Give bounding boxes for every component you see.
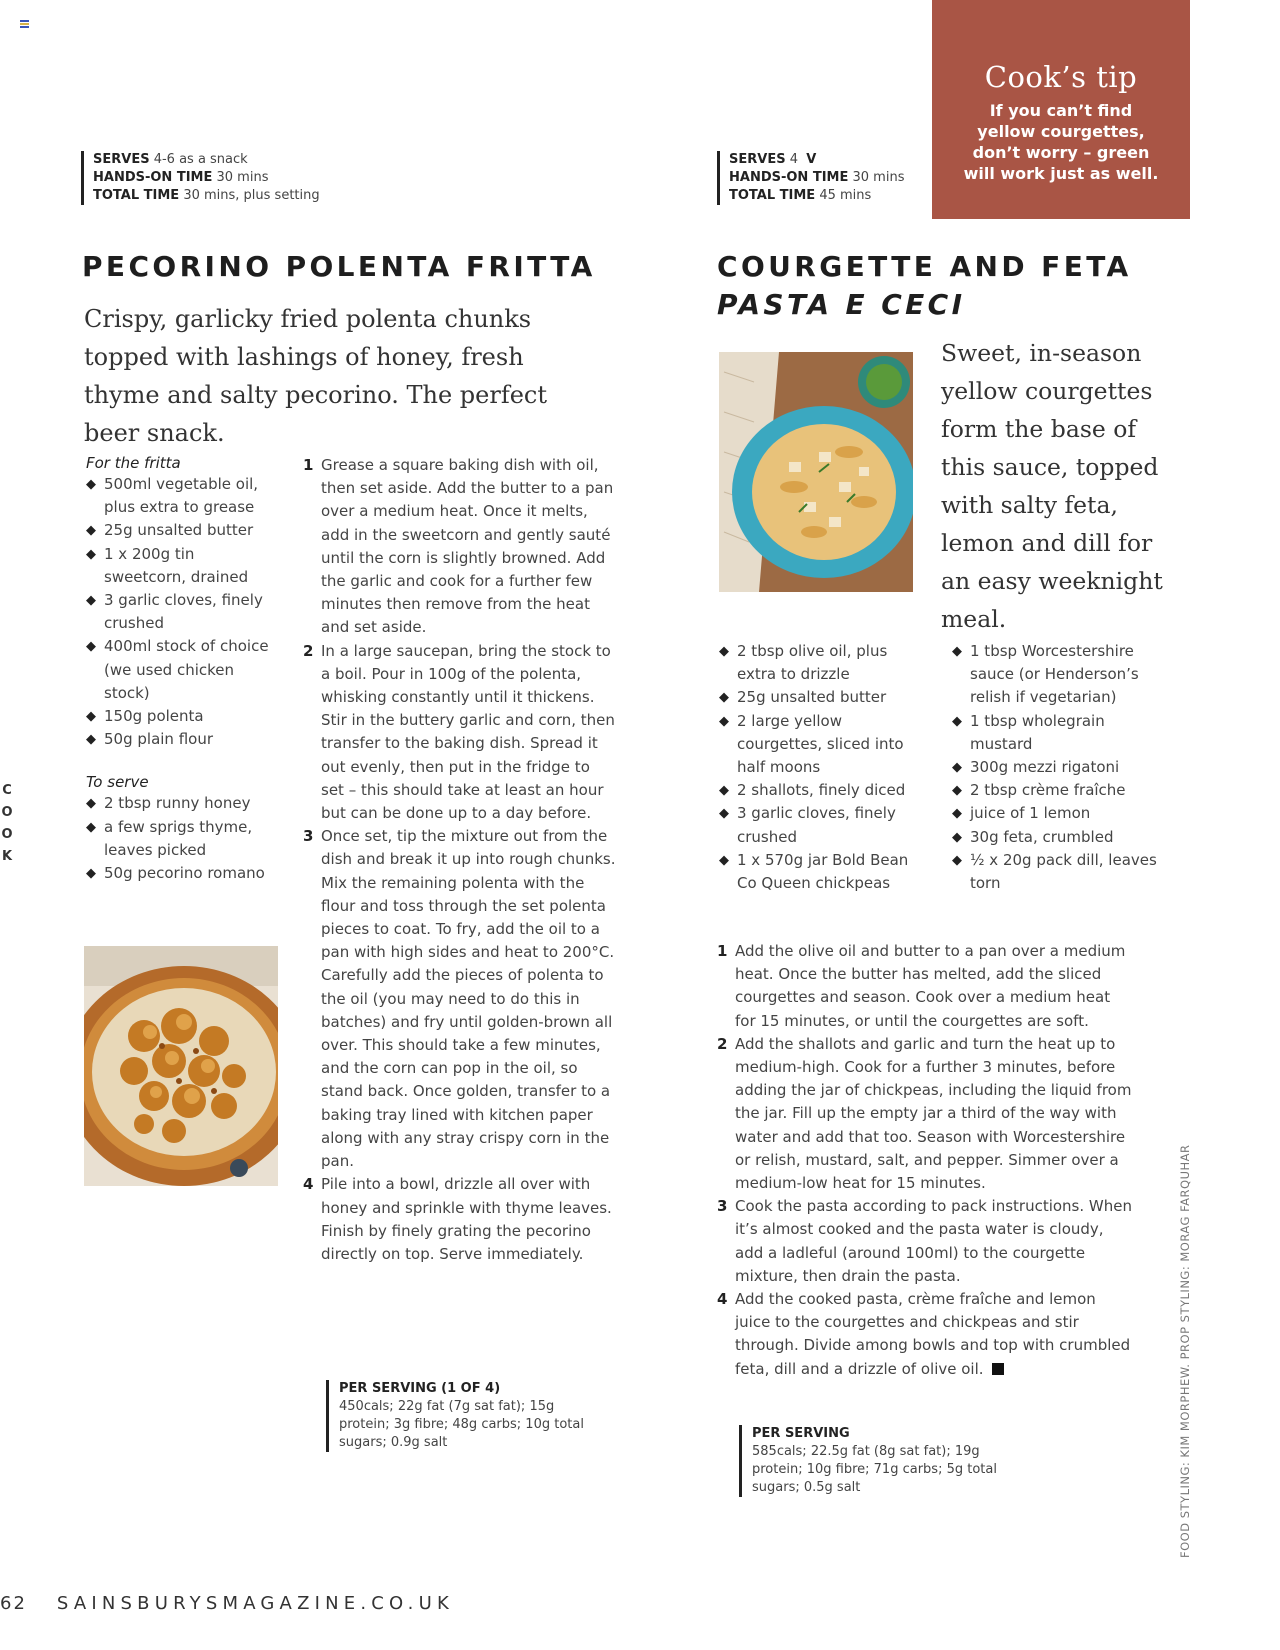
recipe2-nutrition <box>739 1425 1012 1497</box>
recipe2-title <box>717 248 1132 324</box>
nutrition-values: 585cals; 22.5g fat (8g sat fat); 19g protein; 10g fibre; 71g carbs; 5g total sugars; 0.5g salt <box>752 1444 997 1495</box>
recipe2-title-line1: COURGETTE AND FETA <box>717 250 1132 283</box>
nutrition-heading: PER SERVING (1 OF 4) <box>339 1381 501 1396</box>
list-item: ◆ 2 tbsp olive oil, plus extra to drizzle <box>719 640 924 686</box>
method-step <box>303 454 616 640</box>
step-text: In a large saucepan, bring the stock to a boil. Pour in 100g of the polenta, whisking constantly until it thickens. Stir in the buttery garlic and corn, then transfer to the baking dish. Spread it out evenly, then put in the fridge to set – this should take at least an hour but can be done up to a day before. <box>321 641 615 823</box>
list-item: ◆ 1 x 570g jar Bold Bean Co Queen chickpeas <box>719 849 924 895</box>
recipe2-meta <box>717 151 904 205</box>
list-item: ◆ 2 tbsp crème fraîche <box>952 779 1167 802</box>
recipe2-title-line2: PASTA E CECI <box>717 288 966 321</box>
step-text: Pile into a bowl, drizzle all over with honey and sprinkle with thyme leaves. Finish by finely grating the pecorino directly on top. Serve immediately. <box>321 1175 612 1263</box>
list-item: ◆ 1 tbsp wholegrain mustard <box>952 710 1167 756</box>
step-text: Once set, tip the mixture out from the dish and break it up into rough chunks. Mix the remaining polenta with the flour and toss through the set polenta pieces to coat. To fry, add the oil to a pan with high sides and heat to 200°C. Carefully add the pieces of polenta to the oil (you may need to do this in batches) and fry until golden-brown all over. This should take a few minutes, and the corn can pop in the oil, so stand back. Once golden, transfer to a baking tray lined with kitchen paper along with any stray crispy corn in the pan. <box>321 827 616 1171</box>
list-item: ◆ 3 garlic cloves, finely crushed <box>86 589 281 635</box>
recipe1-intro: Crispy, garlicky fried polenta chunks topped with lashings of honey, fresh thyme and salty pecorino. The perfect beer snack. <box>84 305 547 447</box>
list-item: ◆ ½ x 20g pack dill, leaves torn <box>952 849 1167 895</box>
method-step <box>717 1195 1135 1288</box>
total-time-value: 30 mins, plus setting <box>183 188 320 203</box>
method-step <box>303 1173 616 1266</box>
fritta-heading: For the fritta <box>86 454 181 472</box>
hands-on-label: HANDS-ON TIME <box>93 170 213 185</box>
total-time-value: 45 mins <box>819 188 872 203</box>
step-number: 2 <box>303 641 314 660</box>
nutrition-values: 450cals; 22g fat (7g sat fat); 15g protein; 3g fibre; 48g carbs; 10g total sugars; 0.9g salt <box>339 1399 584 1450</box>
step-number: 4 <box>717 1290 728 1309</box>
list-item: ◆ 25g unsalted butter <box>719 686 924 709</box>
cooks-tip-text: If you can’t find yellow courgettes, don’t worry – green will work just as well. <box>963 101 1159 183</box>
method-step <box>303 640 616 826</box>
page-footer <box>0 1593 454 1614</box>
corner-color-mark <box>20 20 29 28</box>
method-step <box>717 1033 1135 1195</box>
list-item: ◆ a few sprigs thyme, leaves picked <box>86 816 281 862</box>
photo-credits: FOOD STYLING: KIM MORPHEW. PROP STYLING: MORAG FARQUHAR <box>1178 1144 1192 1558</box>
recipe1-method <box>303 454 616 1266</box>
serves-label: SERVES <box>729 152 786 167</box>
serves-label: SERVES <box>93 152 150 167</box>
cooks-tip-box <box>932 0 1190 219</box>
recipe1-ingredients <box>86 454 281 885</box>
polenta-fritta-photo <box>84 946 278 1186</box>
serve-heading: To serve <box>86 773 149 792</box>
hands-on-value: 30 mins <box>216 170 269 185</box>
recipe2-ingredients-col1 <box>719 640 924 895</box>
recipe2-ingredients-col2 <box>952 640 1167 895</box>
step-text: Add the shallots and garlic and turn the heat up to medium-high. Cook for a further 3 minutes, before adding the jar of chickpeas, including the liquid from the jar. Fill up the empty jar a third of the way with water and add that too. Season with Worcestershire or relish, mustard, salt, and pepper. Simmer over a medium-low heat for 15 minutes. <box>735 1034 1132 1193</box>
recipe1-title: PECORINO POLENTA FRITTA <box>82 250 596 283</box>
total-time-label: TOTAL TIME <box>93 188 180 203</box>
list-item: ◆ 50g plain flour <box>86 728 281 751</box>
list-item: ◆ 25g unsalted butter <box>86 519 281 542</box>
step-number: 4 <box>303 1175 314 1194</box>
recipe1-meta <box>81 151 320 205</box>
method-step <box>303 825 616 1173</box>
list-item: ◆ 50g pecorino romano <box>86 862 281 885</box>
list-item: ◆ 2 tbsp runny honey <box>86 792 281 815</box>
step-number: 2 <box>717 1034 728 1053</box>
site-url: SAINSBURYSMAGAZINE.CO.UK <box>56 1593 454 1614</box>
recipe2-intro: Sweet, in-season yellow courgettes form the base of this sauce, topped with salty feta, lemon and dill for an easy weeknight meal. <box>941 339 1163 633</box>
serves-value: 4-6 as a snack <box>153 152 248 167</box>
serves-value: 4 <box>789 152 798 167</box>
cooks-tip-title: Cook’s tip <box>984 60 1138 94</box>
list-item: ◆ 2 shallots, finely diced <box>719 779 924 802</box>
hands-on-label: HANDS-ON TIME <box>729 170 849 185</box>
vegetarian-badge: V <box>806 152 817 167</box>
list-item: ◆ 1 tbsp Worcestershire sauce (or Henderson’s relish if vegetarian) <box>952 640 1167 710</box>
step-text: Cook the pasta according to pack instructions. When it’s almost cooked and the pasta water is cloudy, add a ladleful (around 100ml) to the courgette mixture, then drain the pasta. <box>735 1197 1132 1285</box>
list-item: ◆ juice of 1 lemon <box>952 802 1167 825</box>
step-text: Add the cooked pasta, crème fraîche and lemon juice to the courgettes and chickpeas and stir through. Divide among bowls and top with crumbled feta, dill and a drizzle of olive oil. <box>735 1290 1131 1378</box>
step-number: 3 <box>717 1197 728 1216</box>
step-text: Grease a square baking dish with oil, then set aside. Add the butter to a pan over a medium heat. Once it melts, add in the sweetcorn and gently sauté until the corn is slightly browned. Add the garlic and cook for a further few minutes then remove from the heat and set aside. <box>321 456 614 637</box>
step-number: 3 <box>303 827 314 846</box>
step-number: 1 <box>303 456 314 474</box>
list-item: ◆ 150g polenta <box>86 705 281 728</box>
section-label-text: COOK <box>1 783 13 864</box>
list-item: ◆ 400ml stock of choice (we used chicken stock) <box>86 635 281 705</box>
recipe2-method <box>717 940 1135 1381</box>
serve-list <box>86 792 281 885</box>
total-time-label: TOTAL TIME <box>729 188 816 203</box>
nutrition-heading: PER SERVING <box>752 1426 850 1441</box>
list-item: ◆ 1 x 200g tin sweetcorn, drained <box>86 543 281 589</box>
list-item: ◆ 300g mezzi rigatoni <box>952 756 1167 779</box>
list-item: ◆ 3 garlic cloves, finely crushed <box>719 802 924 848</box>
recipe1-nutrition <box>326 1380 589 1452</box>
step-text: Add the olive oil and butter to a pan over a medium heat. Once the butter has melted, add the sliced courgettes and season. Cook over a medium heat for 15 minutes, or until the courgettes are soft. <box>735 942 1126 1030</box>
list-item: ◆ 500ml vegetable oil, plus extra to grease <box>86 473 281 519</box>
list-item: ◆ 30g feta, crumbled <box>952 826 1167 849</box>
section-label <box>0 780 14 868</box>
page-number: 62 <box>0 1593 27 1614</box>
method-step <box>717 1288 1135 1381</box>
end-square-icon <box>992 1363 1004 1375</box>
step-number: 1 <box>717 942 728 960</box>
hands-on-value: 30 mins <box>852 170 905 185</box>
fritta-list <box>86 473 281 751</box>
method-step <box>717 940 1135 1033</box>
pasta-e-ceci-photo <box>719 352 913 592</box>
list-item: ◆ 2 large yellow courgettes, sliced into half moons <box>719 710 924 780</box>
